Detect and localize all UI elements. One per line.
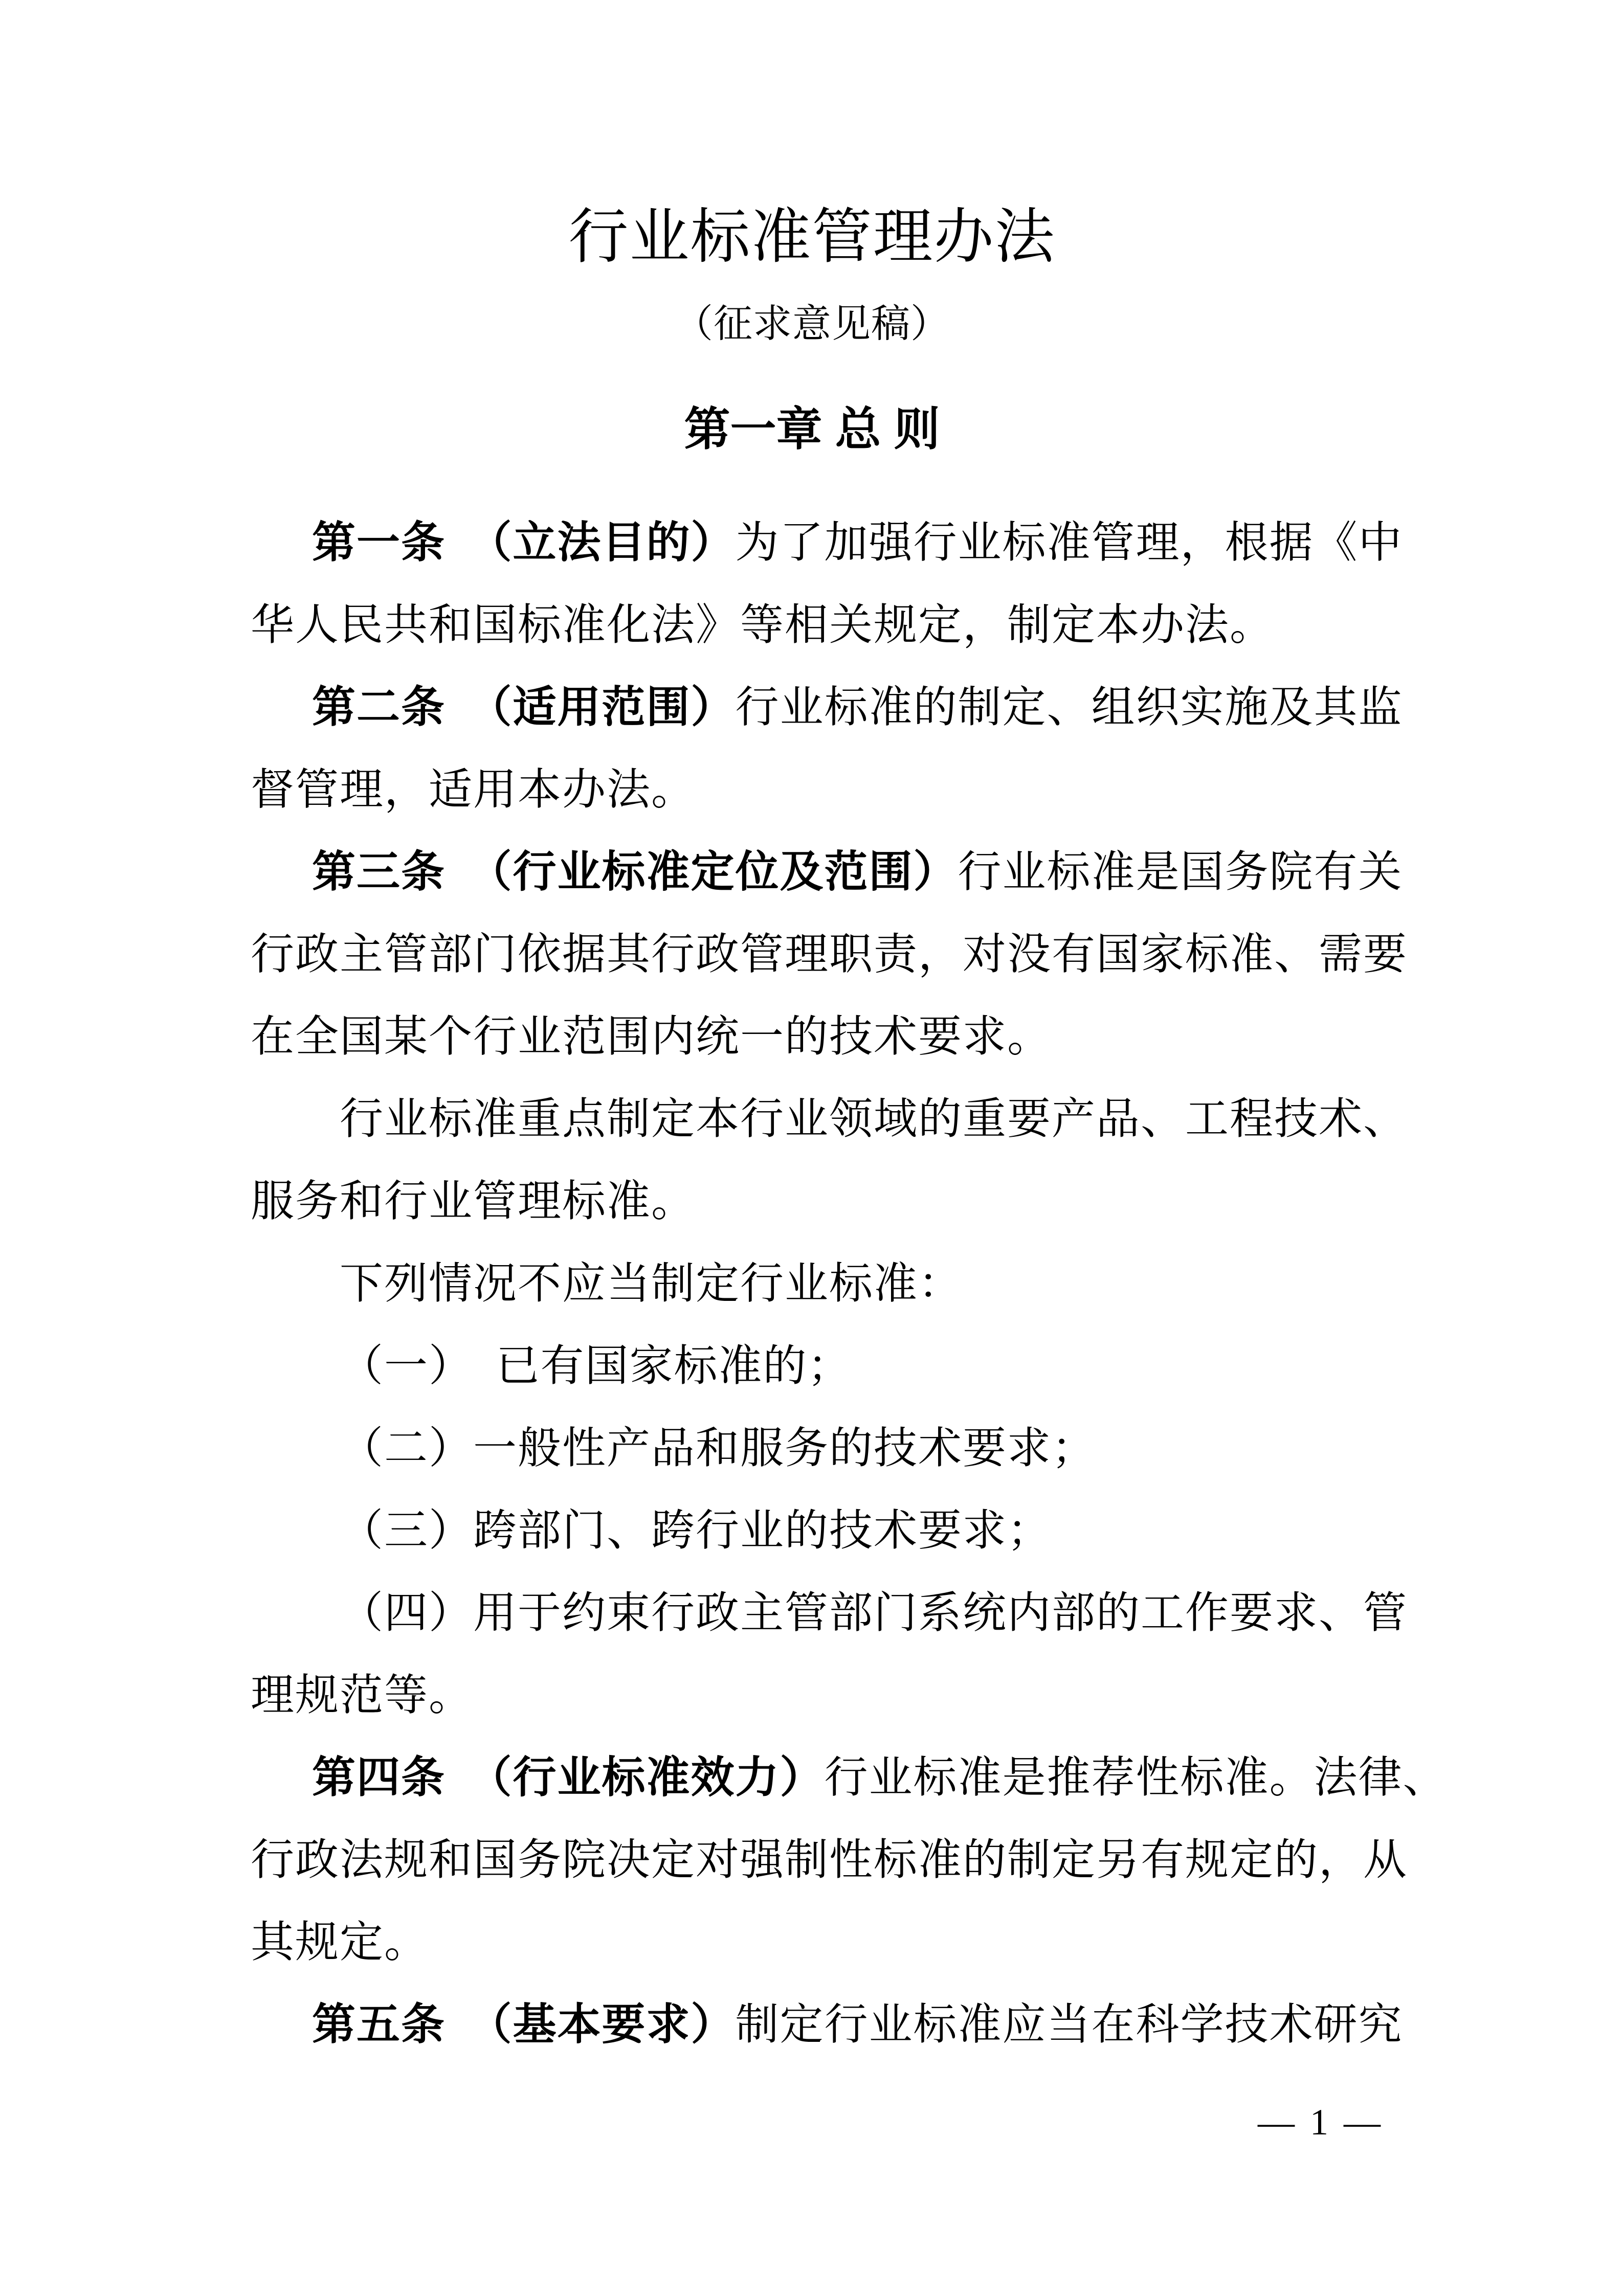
line-text: （二）一般性产品和服务的技术要求； (340, 1425, 1097, 1473)
body-line-list-item-2 (251, 1408, 1417, 1490)
body-line (251, 1902, 1417, 1984)
line-text: 行政法规和国务院决定对强制性标准的制定另有规定的，从 (251, 1836, 1408, 1884)
body-line-paragraph (251, 1243, 1417, 1325)
body-line-article-3 (251, 831, 1417, 914)
body-line (251, 1655, 1417, 1737)
line-text: 服务和行业管理标准。 (251, 1178, 696, 1226)
body-line-article-2 (251, 667, 1417, 749)
document-title: 行业标准管理办法 (568, 205, 1056, 271)
body-line-paragraph (251, 1078, 1417, 1161)
chapter-heading: 第一章 总 则 (684, 404, 940, 455)
line-text: 行政主管部门依据其行政管理职责，对没有国家标准、需要 (251, 931, 1408, 979)
line-text: （三）跨部门、跨行业的技术要求； (340, 1507, 1052, 1555)
body-line (251, 584, 1417, 667)
body-line (251, 914, 1417, 996)
article-1-head: 第一条 （立法目的） (312, 519, 736, 567)
article-3-head: 第三条 （行业标准定位及范围） (312, 848, 958, 896)
line-text: 华人民共和国标准化法》等相关规定，制定本办法。 (251, 601, 1275, 649)
body-line-article-1 (251, 502, 1417, 584)
body-line-list-item-1 (251, 1325, 1417, 1408)
article-1-text: 为了加强行业标准管理，根据《中 (735, 519, 1403, 567)
article-3-text: 行业标准是国务院有关 (958, 848, 1403, 896)
article-5-text: 制定行业标准应当在科学技术研究 (735, 2001, 1403, 2049)
body-line (251, 996, 1417, 1078)
line-text: 督管理，适用本办法。 (251, 766, 696, 814)
line-text: 下列情况不应当制定行业标准： (340, 1260, 963, 1308)
document-body (251, 502, 1448, 2066)
body-line-list-item-3 (251, 1490, 1417, 1572)
body-line (251, 1819, 1417, 1902)
body-line-article-4 (251, 1737, 1448, 1819)
line-text: 在全国某个行业范围内统一的技术要求。 (251, 1013, 1052, 1061)
article-4-text: 行业标准是推荐性标准。法律、 (824, 1754, 1448, 1802)
line-text: （一） 已有国家标准的； (340, 1342, 852, 1390)
article-5-head: 第五条 （基本要求） (312, 2001, 736, 2049)
line-text: 理规范等。 (251, 1672, 474, 1720)
page-number: — 1 — (1258, 2102, 1384, 2143)
body-line (251, 749, 1417, 831)
body-line (251, 1161, 1417, 1243)
body-line-article-5 (251, 1984, 1417, 2066)
line-text: 其规定。 (251, 1919, 429, 1967)
document-subtitle: （征求意见稿） (674, 303, 950, 346)
article-2-text: 行业标准的制定、组织实施及其监 (735, 684, 1403, 732)
body-line-list-item-4 (251, 1572, 1417, 1655)
article-4-head: 第四条 （行业标准效力） (312, 1754, 825, 1802)
line-text: （四）用于约束行政主管部门系统内部的工作要求、管 (340, 1589, 1408, 1637)
line-text: 行业标准重点制定本行业领域的重要产品、工程技术、 (340, 1095, 1408, 1143)
article-2-head: 第二条 （适用范围） (312, 684, 736, 732)
